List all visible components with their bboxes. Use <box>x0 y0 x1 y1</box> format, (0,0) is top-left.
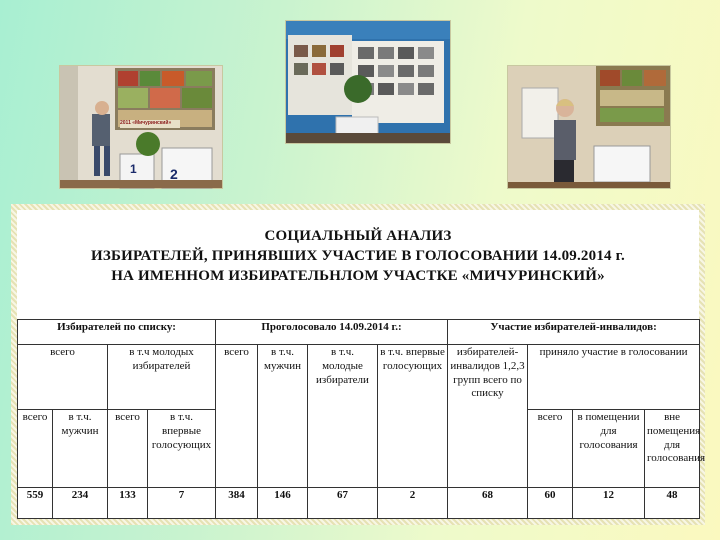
header-part-out: вне помещения для голосования <box>645 410 700 488</box>
voter-stats-table <box>17 319 706 519</box>
ballot-number-1: 1 <box>130 162 137 176</box>
value-cell: 384 <box>216 488 258 519</box>
value-cell: 146 <box>258 488 308 519</box>
header-voted-total: всего <box>216 345 258 488</box>
value-cell: 67 <box>308 488 378 519</box>
header-part-total: всего <box>528 410 573 488</box>
header-young-total: всего <box>108 410 148 488</box>
ballot-number-2: 2 <box>170 166 178 182</box>
photo1-sign: 2011 «Мичуринский» <box>120 120 172 126</box>
photo-voter-man <box>59 65 223 189</box>
photo-exhibition-stand <box>285 20 451 144</box>
value-cell: 68 <box>448 488 528 519</box>
header-sub-men: в т.ч. мужчин <box>53 410 108 488</box>
header-disabled-listed: избирателей-инвалидов 1,2,3 групп всего по списку <box>448 345 528 488</box>
value-cell: 559 <box>18 488 53 519</box>
value-cell: 133 <box>108 488 148 519</box>
group-voters-list: Избирателей по списку: <box>18 320 216 345</box>
group-disabled-voters: Участие избирателей-инвалидов: <box>448 320 700 345</box>
election-analysis-document <box>17 210 706 519</box>
value-cell: 12 <box>573 488 645 519</box>
header-voted-young: в т.ч. молодые избиратели <box>308 345 378 488</box>
header-incl-young: в т.ч молодых избирателей <box>108 345 216 410</box>
photo-voter-woman <box>507 65 671 189</box>
header-voted-men: в т.ч. мужчин <box>258 345 308 488</box>
header-total: всего <box>18 345 108 410</box>
values-row <box>18 488 700 519</box>
value-cell: 2 <box>378 488 448 519</box>
header-young-first: в т.ч. впервые голосующих <box>148 410 216 488</box>
header-sub-total: всего <box>18 410 53 488</box>
header-voted-first: в т.ч. впервые голосующих <box>378 345 448 488</box>
header-took-part: приняло участие в голосовании <box>528 345 700 410</box>
document-title: СОЦИАЛЬНЫЙ АНАЛИЗ <box>264 228 452 244</box>
header-part-in: в помещении для голосования <box>573 410 645 488</box>
value-cell: 48 <box>645 488 700 519</box>
document-polling-station: НА ИМЕННОМ ИЗБИРАТЕЛЬНЛОМ УЧАСТКЕ «МИЧУРИНСКИЙ» <box>111 268 605 284</box>
group-voted: Проголосовало 14.09.2014 г.: <box>216 320 448 345</box>
value-cell: 234 <box>53 488 108 519</box>
value-cell: 7 <box>148 488 216 519</box>
document-subtitle: ИЗБИРАТЕЛЕЙ, ПРИНЯВШИХ УЧАСТИЕ В ГОЛОСОВАНИИ 14.09.2014 г. <box>91 248 625 264</box>
value-cell: 60 <box>528 488 573 519</box>
